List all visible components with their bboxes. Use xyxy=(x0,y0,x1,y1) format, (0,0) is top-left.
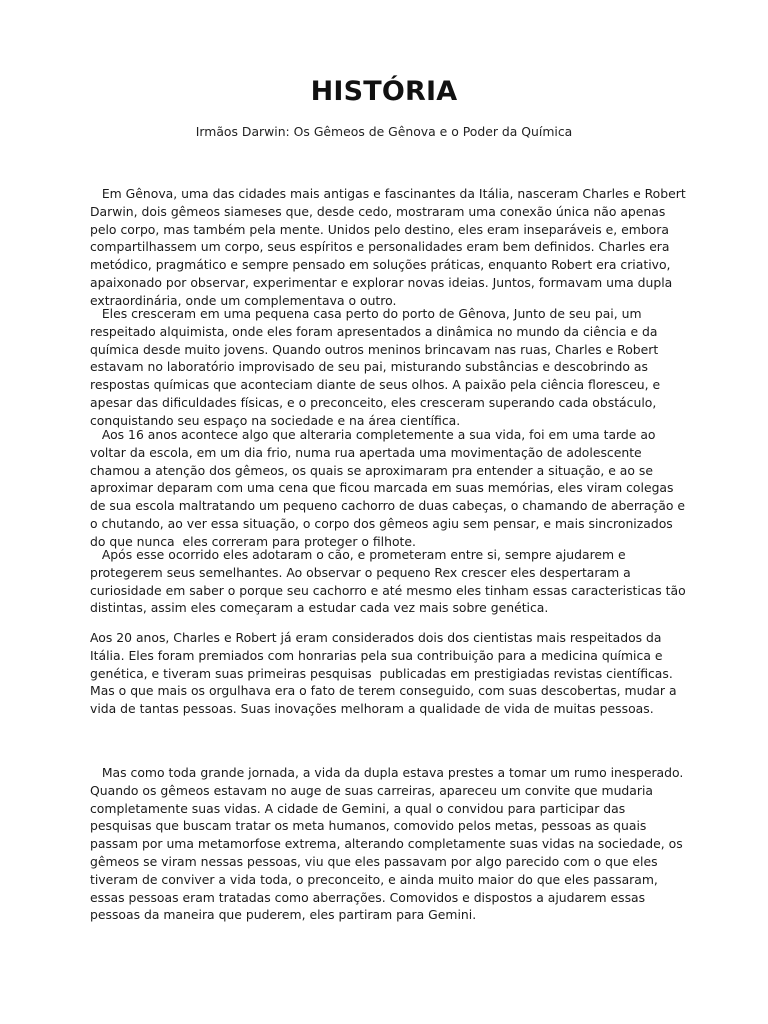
paragraph: Mas como toda grande jornada, a vida da dupla estava prestes a tomar um rumo inesperado. Quando os gêmeos estavam no auge de suas carreiras, apareceu um convite que mudaria completamente suas vidas. A cidade de Gemini, a qual o convidou para participar das pesquisas que buscam tratar os meta humanos, comovido pelos metas, pessoas as quais passam por uma metamorfose extrema, alterando completamente suas vidas na sociedade, os gêmeos se viram nessas pessoas, viu que eles passavam por algo parecido com o que eles tiveram de conviver a vida toda, o preconceito, e ainda muito maior do que eles passaram, essas pessoas eram tratadas como aberrações. Comovidos e dispostos a ajudarem essas pessoas da maneira que puderem, eles partiram para Gemini. xyxy=(90,765,688,923)
paragraph: Após esse ocorrido eles adotaram o cão, e prometeram entre si, sempre ajudarem e protegerem seus semelhantes. Ao observar o pequeno Rex crescer eles despertaram a curiosidade em saber o porque seu cachorro e até mesmo eles tinham essas caracteristicas tão distintas, assim eles começaram a estudar cada vez mais sobre genética. xyxy=(90,547,690,616)
page-subtitle: Irmãos Darwin: Os Gêmeos de Gênova e o Poder da Química xyxy=(195,124,573,139)
paragraph: Eles cresceram em uma pequena casa perto do porto de Gênova, Junto de seu pai, um respeitado alquimista, onde eles foram apresentados a dinâmica no mundo da ciência e da química desde muito jovens. Quando outros meninos brincavam nas ruas, Charles e Robert estavam no laboratório improvisado de seu pai, misturando substâncias e descobrindo as respostas químicas que aconteciam diante de seus olhos. A paixão pela ciência floresceu, e apesar das dificuldades físicas, e o preconceito, eles cresceram superando cada obstáculo, conquistando seu espaço na sociedade e na área científica. xyxy=(90,306,665,428)
page-title: HISTÓRIA xyxy=(310,76,458,107)
paragraph: Em Gênova, uma das cidades mais antigas e fascinantes da Itália, nasceram Charles e Robert Darwin, dois gêmeos siameses que, desde cedo, mostraram uma conexão única não apenas pelo corpo, mas também pela mente. Unidos pelo destino, eles eram inseparáveis e, embora compartilhassem um corpo, seus espíritos e personalidades eram bem definidos. Charles era metódico, pragmático e sempre pensado em soluções práticas, enquanto Robert era criativo, apaixonado por observar, experimentar e explorar novas ideias. Juntos, formavam uma dupla extraordinária, onde um complementava o outro. xyxy=(90,186,690,308)
paragraph: Aos 16 anos acontece algo que alteraria completemente a sua vida, foi em uma tarde ao voltar da escola, em um dia frio, numa rua apertada uma movimentação de adolescente chamou a atenção dos gêmeos, os quais se aproximaram pra entender a situação, e ao se aproximar deparam com uma cena que ficou marcada em suas memórias, eles viram colegas de sua escola maltratando um pequeno cachorro de duas cabeças, o chamando de aberração e o chutando, ao ver essa situação, o corpo dos gêmeos agiu sem pensar, e mais sincronizados do que nunca eles correram para proteger o filhote. xyxy=(90,427,689,549)
paragraph: Aos 20 anos, Charles e Robert já eram considerados dois dos cientistas mais respeitados da Itália. Eles foram premiados com honrarias pela sua contribuição para a medicina química e genética, e tiveram suas primeiras pesquisas publicadas em prestigiadas revistas científicas. Mas o que mais os orgulhava era o fato de terem conseguido, com suas descobertas, mudar a vida de tantas pessoas. Suas inovações melhoram a qualidade de vida de muitas pessoas. xyxy=(90,630,681,717)
